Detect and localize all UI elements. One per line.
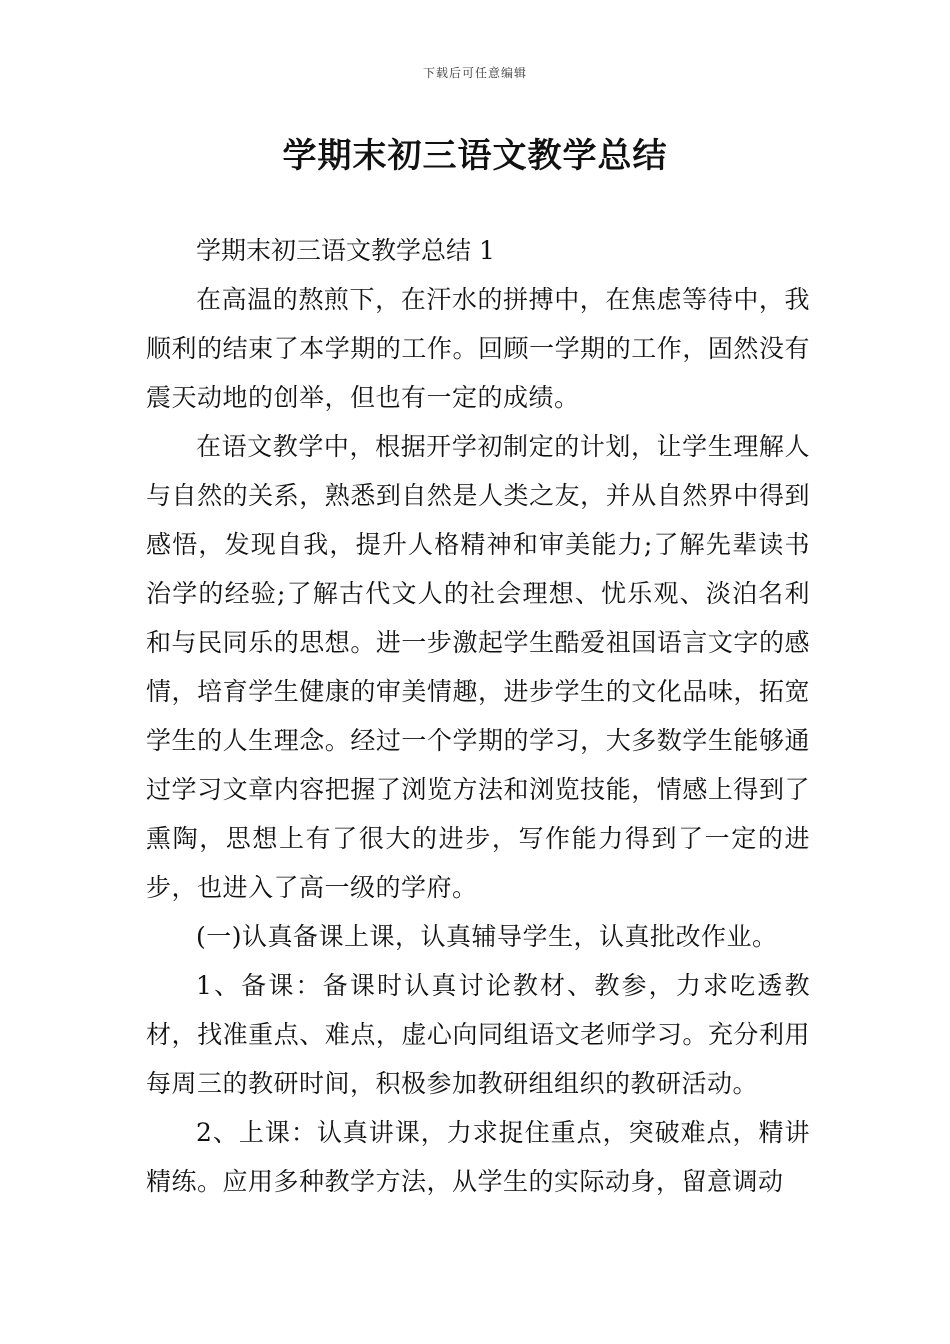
paragraph-lesson-prep: 1、备课：备课时认真讨论教材、教参，力求吃透教材，找准重点、难点，虚心向同组语文老师学习。充分利用每周三的教研时间，积极参加教研组组织的教研活动。 xyxy=(146,971,810,1098)
paragraph-teaching: 在语文教学中，根据开学初制定的计划，让学生理解人与自然的关系，熟悉到自然是人类之友，并从自然界中得到感悟，发现自我，提升人格精神和审美能力;了解先辈读书治学的经验;了解古代文人的社会理想、忧乐观、淡泊名利和与民同乐的思想。进一步激起学生酷爱祖国语言文字的感情，培育学生健康的审美情趣，进步学生的文化品味，拓宽学生的人生理念。经过一个学期的学习，大多数学生能够通过学习文章内容把握了浏览方法和浏览技能，情感上得到了熏陶，思想上有了很大的进步，写作能力得到了一定的进步，也进入了高一级的学府。 xyxy=(146,432,810,902)
paragraph-subsection-1: (一)认真备课上课，认真辅导学生，认真批改作业。 xyxy=(196,922,778,951)
document-title: 学期末初三语文教学总结 xyxy=(282,136,668,176)
header-note: 下载后可任意编辑 xyxy=(422,66,527,80)
section-heading: 学期末初三语文教学总结 1 xyxy=(196,236,495,265)
paragraph-class-teaching: 2、上课：认真讲课，力求捉住重点，突破难点，精讲精练。应用多种教学方法，从学生的实际动身，留意调动 xyxy=(146,1118,810,1196)
document-body xyxy=(146,226,810,1206)
paragraph-intro: 在高温的熬煎下，在汗水的拼搏中，在焦虑等待中，我顺利的结束了本学期的工作。回顾一学期的工作，固然没有震天动地的创举，但也有一定的成绩。 xyxy=(146,285,810,412)
